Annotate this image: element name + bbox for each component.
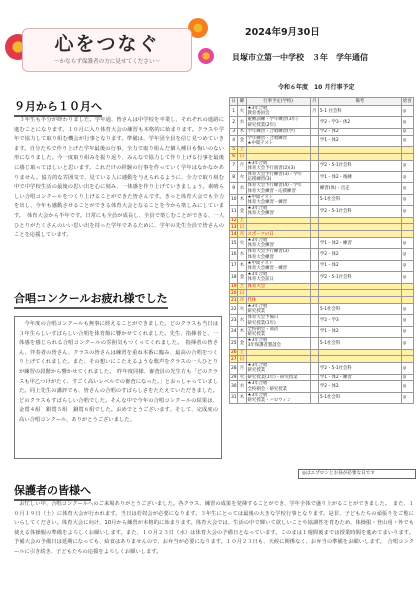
month-cell	[310, 183, 318, 194]
day-cell: 27	[231, 356, 237, 362]
lunch-cell	[401, 356, 413, 363]
calendar-row	[230, 374, 414, 381]
month-cell	[310, 249, 318, 260]
weekday-cell: 水	[238, 183, 246, 194]
event-cell	[246, 356, 310, 363]
lunch-cell: ◎	[401, 135, 413, 146]
note-cell	[318, 349, 401, 356]
day-cell: 16	[230, 249, 238, 260]
note-cell: 学2・5-1社会科	[318, 160, 401, 171]
event-cell: 研究授業(1年)・研究授業	[246, 374, 310, 381]
note-cell: 5-1 社会科	[318, 106, 401, 117]
note-cell	[318, 356, 401, 363]
event-cell: 体育大会予行練習(4)・学年 体育大会練習・応援練習	[246, 183, 310, 194]
flower-decoration	[198, 48, 214, 64]
calendar-header-row	[230, 98, 414, 106]
col-header: 給食	[402, 98, 412, 104]
october-calendar	[229, 97, 414, 404]
section-text-2: 今年度の合唱コンクールも無事に終えることができました。どのクラスも当日は３年生らしいすばらしい合唱を体育館に響かせてくれました。先生、指揮者と、一体感を感じられる合唱コンクールの雰囲気もつくってくれました。 指揮者の皆さん、伴奏者の皆さん、クラスの皆さんは練習を重ね本番に臨み、最高の合唱をつくり上げてくれました。また、その想いにこたえるような歌声をクラスの一人ひとりが練習の段階から響かせてくれました。 昨年度同様、審査員の先生方も「どのクラスも甲乙つけがたく、すごく高いレベルでの審査になった。」とおっしゃっていました。同上先生の講評でも、皆さんの合唱のすばらしさをたたえていただきました。どのクラスもすばらしい合唱でした。そんな中で今年の合唱コンクールの結果は、金賞４組 銀賞５組 銅賞６組でした。おめでとうございます。そして、完成度の高い合唱コンクール、ありがとうございました。	[19, 321, 218, 423]
month-cell	[310, 231, 318, 238]
calendar-row	[230, 153, 414, 160]
event-cell: ★3年合唱 教育委員会	[246, 106, 310, 117]
month-cell	[310, 304, 318, 315]
note-cell: 学2・学3・体2	[318, 117, 401, 128]
lunch-cell: ◎	[401, 238, 413, 249]
lunch-cell: ◎	[401, 304, 413, 315]
month-cell	[310, 326, 318, 337]
day-cell: 17	[230, 260, 238, 271]
day-cell: 11	[230, 206, 238, 217]
note-cell: 学2・学3	[318, 315, 401, 326]
weekday-cell: 日	[239, 356, 245, 362]
day-cell: 5	[230, 147, 238, 154]
month-cell	[310, 238, 318, 249]
event-cell: ★中間テスト 体育大会練習・練習	[246, 194, 310, 205]
weekday-cell: 月	[239, 231, 245, 237]
section-heading-text: 合唱コンクールお疲れ様でした	[14, 292, 168, 305]
note-cell	[318, 297, 401, 304]
event-cell	[246, 147, 310, 154]
note-cell	[318, 283, 401, 290]
month-cell	[310, 153, 318, 160]
calendar-row	[230, 356, 414, 363]
day-cell: 3	[230, 128, 238, 135]
event-cell: 学年練習・合唱練習(学)	[246, 128, 310, 135]
calendar-row	[230, 206, 414, 217]
section-heading-text: 保護者の皆様へ	[14, 484, 91, 497]
calendar-row	[230, 172, 414, 183]
weekday-cell: 木	[238, 194, 246, 205]
note-cell: 5-1社会科	[318, 304, 401, 315]
month-cell	[310, 297, 318, 304]
event-cell	[246, 349, 310, 356]
weekday-cell: 日	[239, 224, 245, 230]
calendar-row	[230, 260, 414, 271]
note-cell	[318, 224, 401, 231]
day-cell: 30	[230, 381, 238, 392]
lunch-cell: ◎	[401, 172, 413, 183]
heading-underline	[14, 307, 168, 309]
weekday-cell: 火	[238, 172, 246, 183]
day-cell: 24	[230, 326, 238, 337]
month-cell	[310, 147, 318, 154]
event-cell: ★3年合唱 研究授業・ハロウィン	[246, 392, 310, 403]
weekday-cell: 月	[238, 160, 246, 171]
calendar-row	[230, 217, 414, 224]
event-cell: 避難訓練・学年練習(3年) 研究授業(2年)	[246, 117, 310, 128]
weekday-cell: 土	[239, 217, 245, 223]
event-cell: スポーツの日	[246, 231, 310, 238]
note-cell: 学1・体2・後練	[318, 172, 401, 183]
month-cell	[310, 290, 318, 297]
weekday-cell: 火	[238, 238, 246, 249]
lunch-cell: ◎	[401, 194, 413, 205]
calendar-row	[230, 326, 414, 337]
note-cell: 学2・体2	[318, 128, 401, 135]
calendar-row	[230, 224, 414, 231]
month-cell	[310, 356, 318, 363]
lunch-cell: ◎	[401, 260, 413, 271]
note-cell	[318, 231, 401, 238]
lunch-cell	[401, 349, 413, 356]
school-grade: 貝塚市立第一中学校 ３年 学年通信	[232, 53, 368, 62]
month-cell	[310, 315, 318, 326]
section-text-1: ３年生も半分が終わりました。学年通、皆さんは中学校を卒業し、それぞれの進路に進むことになります。１０月に入り体育大会の練習も本格的に始まります。クラスや学年で協力して取り組む機会が行事となります。準備は、学年団全員を信じ見つめていきます。自分たちで作り上げた学年最後の行事、全力で取り組んだ個人種目も悔いのない形になりました。今一度取り組みを振り返り、みんなで協力して作り上げる行事を最後に感じ取ってほしいと思います。これだけの経験の行事を作っていく学年はなかなかありません。協力的な雰囲気で、見ている人に感動を与えられるように、全力で取り組む中で中学校生活の最後の思い出を心に刻み、一体感を作り上げていきましょう。素晴らしい合唱コンクールをつくり上げることができた皆さんです。きっと体育大会でも全力を出し、今年も感動させることができる体育大会となることを今から楽しみにしています。 体育大会から半年です。日常にも全員が成長し、全員で楽しむことができる、一人ひとりがたくさんのいい思い出を持った学年であるために、学年の先生全員で皆さんのことを応援しています。	[14, 117, 224, 239]
month-cell	[310, 172, 318, 183]
weekday-cell: 日	[239, 154, 245, 160]
lunch-cell	[401, 283, 413, 290]
event-cell: 体育大会	[246, 283, 310, 290]
month-cell	[310, 128, 318, 135]
day-cell: 18	[230, 272, 238, 283]
weekday-cell: 金	[238, 338, 246, 349]
month-cell	[310, 194, 318, 205]
calendar-row	[230, 117, 414, 128]
col-header: 備考	[318, 98, 401, 106]
note-cell: 学1・体2・練習	[318, 374, 401, 381]
event-cell: 代休	[246, 297, 310, 304]
day-cell: 21	[231, 297, 237, 303]
day-cell: 2	[230, 117, 238, 128]
calendar-row	[230, 363, 414, 374]
day-cell: 12	[231, 217, 237, 223]
month-cell	[310, 217, 318, 224]
event-cell: 学年練習・合唱練習 ★中間テスト	[246, 135, 310, 146]
calendar-row	[230, 349, 414, 356]
weekday-cell: 火	[238, 106, 246, 117]
title-box	[22, 28, 192, 72]
day-cell: 19	[231, 283, 237, 289]
calendar-row	[230, 249, 414, 260]
event-cell: 体育大会予行練習(3)・学年 応援練習(3)	[246, 172, 310, 183]
lunch-cell: ◎	[401, 381, 413, 392]
event-cell: 全校朝会・部活 研究授業	[246, 326, 310, 337]
calendar-row	[230, 238, 414, 249]
calendar-row	[230, 272, 414, 283]
note-cell: 学2・体2	[318, 249, 401, 260]
weekday-cell: 月	[239, 297, 245, 303]
col-header: 日	[231, 98, 236, 104]
weekday-cell: 水	[238, 249, 246, 260]
month-cell	[310, 381, 318, 392]
lunch-cell: ◎	[401, 106, 413, 117]
newsletter-title: 心をつなぐ	[54, 33, 160, 55]
month-cell	[310, 260, 318, 271]
note-cell: 5-1社会科	[318, 338, 401, 349]
lunch-note: ◎はエプロンとお昼が必要な日です	[298, 469, 416, 479]
event-cell: ★3年合唱 研究授業	[246, 304, 310, 315]
day-cell: 26	[231, 349, 237, 355]
weekday-cell: 火	[238, 304, 246, 315]
month-cell	[310, 283, 318, 290]
weekday-cell: 木	[238, 392, 246, 403]
month-cell	[310, 338, 318, 349]
note-cell: 学2・5-1社会科	[318, 272, 401, 283]
weekday-cell: 土	[239, 283, 245, 289]
day-cell: 28	[230, 363, 238, 374]
weekday-cell: 日	[239, 290, 245, 296]
event-cell: ★中間テスト 体育大会練習・練習	[246, 260, 310, 271]
note-cell: 学1・体2	[318, 260, 401, 271]
note-cell: 学1・体2・練習	[318, 238, 401, 249]
section-heading-3	[14, 482, 91, 501]
day-cell: 23	[230, 315, 238, 326]
calendar-row	[230, 315, 414, 326]
day-cell: 1	[230, 106, 238, 117]
month-cell	[310, 135, 318, 146]
month-cell: 月	[310, 106, 318, 117]
section-heading-text: ９月から１０月へ	[14, 100, 102, 113]
issue-date: 2024年9月30日	[245, 27, 320, 38]
weekday-cell: 木	[238, 326, 246, 337]
day-cell: 20	[231, 290, 237, 296]
calendar-row	[230, 231, 414, 238]
event-cell: 体育大会予行練習(3) 体育大会練習	[246, 249, 310, 260]
weekday-cell: 水	[238, 381, 246, 392]
newsletter-subtitle: 〜かならず保護者の方に見せてください〜	[53, 59, 161, 65]
note-cell: 学2・体2	[318, 381, 401, 392]
day-cell: 14	[231, 231, 237, 237]
event-cell: ★3年合唱 体育大会予行演習(2)(3)	[246, 160, 310, 171]
col-header: 曜	[239, 98, 245, 104]
lunch-cell	[401, 217, 413, 224]
section-heading-2	[14, 290, 168, 309]
day-cell: 15	[230, 238, 238, 249]
note-cell	[318, 153, 401, 160]
month-cell	[310, 272, 318, 283]
calendar-row	[230, 160, 414, 171]
lunch-cell	[401, 297, 413, 304]
day-cell: 6	[230, 153, 238, 160]
day-cell: 4	[230, 135, 238, 146]
calendar-row	[230, 381, 414, 392]
note-cell: 学1・体2	[318, 135, 401, 146]
day-cell: 10	[230, 194, 238, 205]
lunch-cell: ◎	[401, 128, 413, 135]
calendar-row	[230, 135, 414, 146]
calendar-row	[230, 338, 414, 349]
event-cell: ★3年合唱 研究授業	[246, 363, 310, 374]
weekday-cell: 金	[238, 206, 246, 217]
weekday-cell: 土	[239, 349, 245, 355]
event-cell	[246, 153, 310, 160]
month-cell	[310, 392, 318, 403]
note-cell	[318, 217, 401, 224]
calendar-title: 令和６年度 10 月行事予定	[278, 84, 355, 91]
calendar-row	[230, 392, 414, 403]
lunch-cell: ◎	[401, 183, 413, 194]
event-cell	[246, 224, 310, 231]
day-cell: 7	[230, 160, 238, 171]
section-heading-1	[14, 98, 102, 117]
note-cell: 学2・5-1社会科	[318, 363, 401, 374]
lunch-cell: ◎	[401, 392, 413, 403]
weekday-cell: 水	[238, 117, 246, 128]
weekday-cell: 木	[239, 129, 245, 135]
day-cell: 22	[230, 304, 238, 315]
lunch-cell: ◎	[401, 249, 413, 260]
section-text-3: お忙しい中、合唱コンクールへのご来場ありがとうございました。各クラス、練習の成果を発揮することができ、学年全体で盛り上がることができました。 また、１０月１９日（土）に体育大会が行われます。当日は若奴会が必要になります。３年生にとっては最後の大きな学校行事となります。是非、子どもたちの頑張りをご覧にいらしてください。体育大会に向け、10月から練習が本格的に始まります。体育大会では、生活の中で輝いて欲しいことや協調性を育むため、体操服・登山用・外でも使える体操服の準備をよろしくお願いします。また、１０月２３日（水）は体育大会の予備日となっています。このまは１週間後までは授業時間を進めてまいります。予備大会の予備日は延期になっても、給食はありませんので、お弁当が必要になります。１０月２３日も、天候に関係なく、お弁当の準備をお願いします。 合唱コンクールに引き続き、子どもたちの応援をよろしくお願いします。	[14, 501, 414, 555]
lunch-cell: ◎	[401, 315, 413, 326]
weekday-cell: 金	[238, 272, 246, 283]
col-header: 行事予定(学校)	[246, 98, 310, 106]
note-cell: 学2・5-1社会科	[318, 206, 401, 217]
event-cell	[246, 290, 310, 297]
month-cell	[310, 224, 318, 231]
event-cell: ★3年合唱 全校朝会・研究授業	[246, 381, 310, 392]
note-cell: 5-1社会科	[318, 392, 401, 403]
day-cell: 13	[231, 224, 237, 230]
lunch-cell: ◎	[401, 338, 413, 349]
lunch-cell: ◎	[401, 160, 413, 171]
weekday-cell: 水	[238, 315, 246, 326]
weekday-cell: 土	[239, 147, 245, 153]
note-cell	[318, 147, 401, 154]
lunch-cell: ◎	[401, 272, 413, 283]
lunch-cell: ◎	[401, 206, 413, 217]
note-cell: 練習(体)・出走	[318, 183, 401, 194]
calendar-row	[230, 106, 414, 117]
calendar-row	[230, 304, 414, 315]
day-cell: 9	[230, 183, 238, 194]
day-cell: 8	[230, 172, 238, 183]
calendar-row	[230, 147, 414, 154]
day-cell: 31	[230, 392, 238, 403]
calendar-row	[230, 194, 414, 205]
weekday-cell: 金	[238, 135, 246, 146]
calendar-row	[230, 297, 414, 304]
calendar-row	[230, 290, 414, 297]
weekday-cell: 火	[239, 374, 245, 380]
event-cell: ★3年合唱 体育大会前日	[246, 272, 310, 283]
lunch-cell	[401, 224, 413, 231]
weekday-cell: 木	[238, 260, 246, 271]
lunch-cell	[401, 153, 413, 160]
month-cell	[310, 349, 318, 356]
event-cell: ★3年合唱 体育大会練習	[246, 238, 310, 249]
lunch-cell: ◎	[401, 363, 413, 374]
lunch-cell	[401, 290, 413, 297]
event-cell	[246, 217, 310, 224]
event-cell: 体育大会予備日 研究授業(1年)	[246, 315, 310, 326]
month-cell	[310, 160, 318, 171]
lunch-cell: ◎	[401, 374, 413, 381]
lunch-cell: ◎	[401, 326, 413, 337]
month-cell	[310, 374, 318, 381]
calendar-row	[230, 183, 414, 194]
note-cell: 5-1社会科	[318, 194, 401, 205]
col-header: 月	[312, 98, 317, 104]
lunch-cell: ◎	[401, 117, 413, 128]
lunch-cell	[401, 231, 413, 238]
weekday-cell: 月	[238, 363, 246, 374]
note-cell: 学1・体2	[318, 326, 401, 337]
event-cell: ★3年合唱 体育大会練習	[246, 206, 310, 217]
lunch-cell	[401, 147, 413, 154]
month-cell	[310, 117, 318, 128]
note-cell	[318, 290, 401, 297]
calendar-row	[230, 128, 414, 135]
day-cell: 29	[231, 374, 237, 380]
month-cell	[310, 206, 318, 217]
event-cell: ★3年合唱 3年保護者懇談会	[246, 338, 310, 349]
month-cell	[310, 363, 318, 374]
calendar-row	[230, 283, 414, 290]
day-cell: 25	[230, 338, 238, 349]
